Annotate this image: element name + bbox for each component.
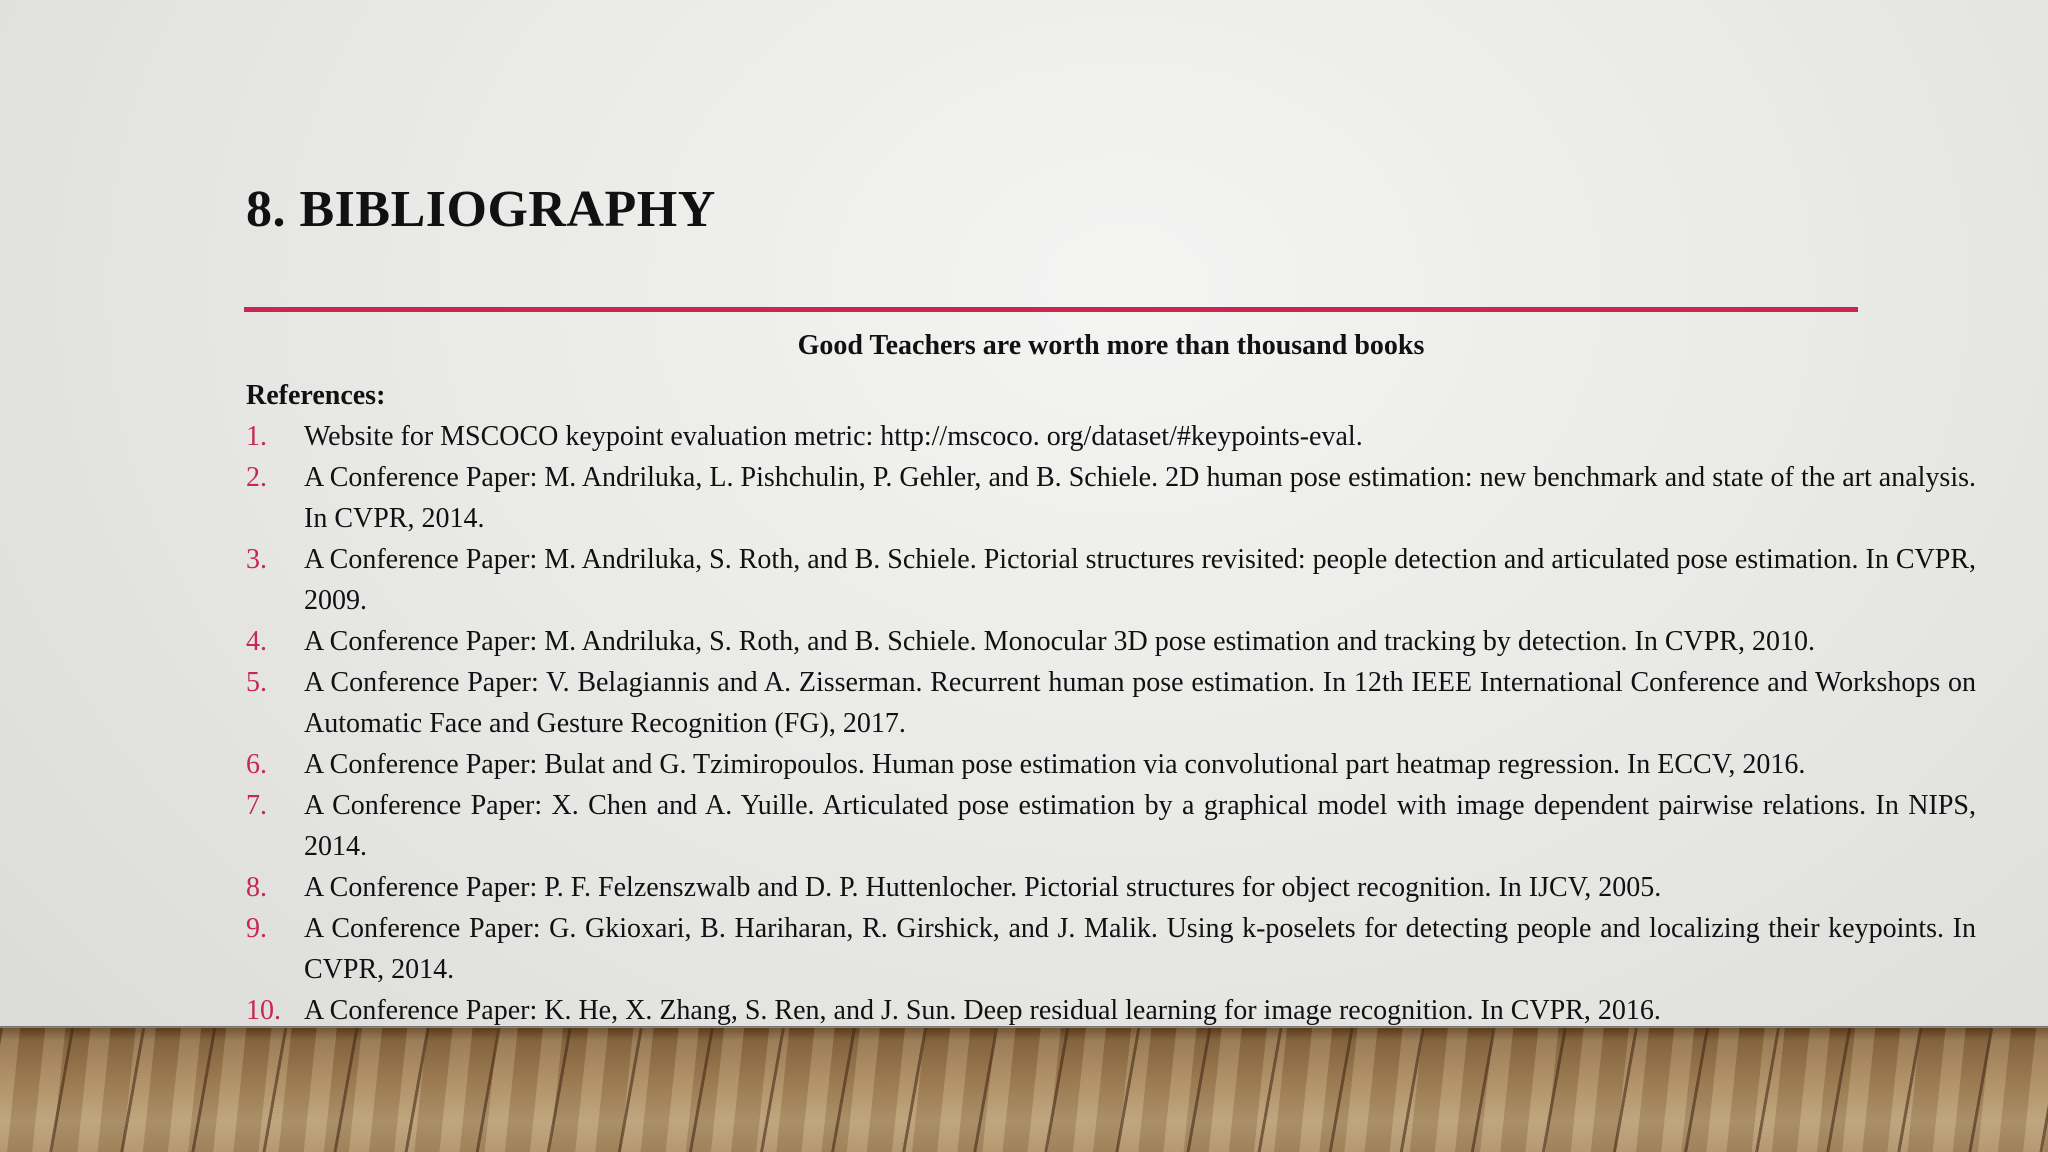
reference-text: A Conference Paper: K. He, X. Zhang, S. Ren, and J. Sun. Deep residual learning for image recognition. In CVPR, 2016. — [304, 995, 1661, 1026]
reference-item — [246, 539, 1976, 621]
references-list — [246, 416, 1976, 1031]
reference-item — [246, 785, 1976, 867]
reference-number: 5. — [246, 667, 267, 698]
reference-text: A Conference Paper: P. F. Felzenszwalb and D. P. Huttenlocher. Pictorial structures for object recognition. In IJCV, 2005. — [304, 872, 1662, 903]
reference-number: 7. — [246, 790, 267, 821]
reference-number: 10. — [246, 995, 281, 1026]
reference-text: A Conference Paper: V. Belagiannis and A. Zisserman. Recurrent human pose estimation. In 12th IEEE International Conference and Workshops on Automatic Face and Gesture Recognition (FG), 2017. — [304, 667, 1976, 739]
reference-item — [246, 416, 1976, 457]
reference-item — [246, 990, 1976, 1031]
reference-text: A Conference Paper: M. Andriluka, S. Roth, and B. Schiele. Monocular 3D pose estimation and tracking by detection. In CVPR, 2010. — [304, 626, 1815, 657]
slide-content — [246, 326, 1976, 1031]
slide-title: 8. BIBLIOGRAPHY — [246, 181, 716, 238]
reference-number: 9. — [246, 913, 267, 944]
reference-number: 8. — [246, 872, 267, 903]
reference-item — [246, 621, 1976, 662]
reference-number: 4. — [246, 626, 267, 657]
reference-number: 6. — [246, 749, 267, 780]
references-label: References: — [246, 380, 386, 411]
reference-text: A Conference Paper: Bulat and G. Tzimiropoulos. Human pose estimation via convolutional part heatmap regression. In ECCV, 2016. — [304, 749, 1806, 780]
reference-text: A Conference Paper: M. Andriluka, L. Pishchulin, P. Gehler, and B. Schiele. 2D human pose estimation: new benchmark and state of the art analysis. In CVPR, 2014. — [304, 462, 1976, 534]
reference-text: A Conference Paper: M. Andriluka, S. Roth, and B. Schiele. Pictorial structures revisited: people detection and articulated pose estimation. In CVPR, 2009. — [304, 544, 1976, 616]
reference-number: 3. — [246, 544, 267, 575]
reference-number: 2. — [246, 462, 267, 493]
reference-item — [246, 662, 1976, 744]
quote: Good Teachers are worth more than thousand books — [797, 330, 1425, 361]
reference-number: 1. — [246, 421, 267, 452]
reference-text: A Conference Paper: G. Gkioxari, B. Hariharan, R. Girshick, and J. Malik. Using k-poselets for detecting people and localizing their keypoints. In CVPR, 2014. — [304, 913, 1976, 985]
reference-item — [246, 908, 1976, 990]
reference-item — [246, 867, 1976, 908]
reference-text: Website for MSCOCO keypoint evaluation metric: http://mscoco. org/dataset/#keypoints-eval. — [304, 421, 1363, 452]
wood-floor-background — [0, 1028, 2048, 1152]
title-divider — [244, 307, 1858, 312]
reference-item — [246, 457, 1976, 539]
reference-text: A Conference Paper: X. Chen and A. Yuille. Articulated pose estimation by a graphical model with image dependent pairwise relations. In NIPS, 2014. — [304, 790, 1976, 862]
reference-item — [246, 744, 1976, 785]
